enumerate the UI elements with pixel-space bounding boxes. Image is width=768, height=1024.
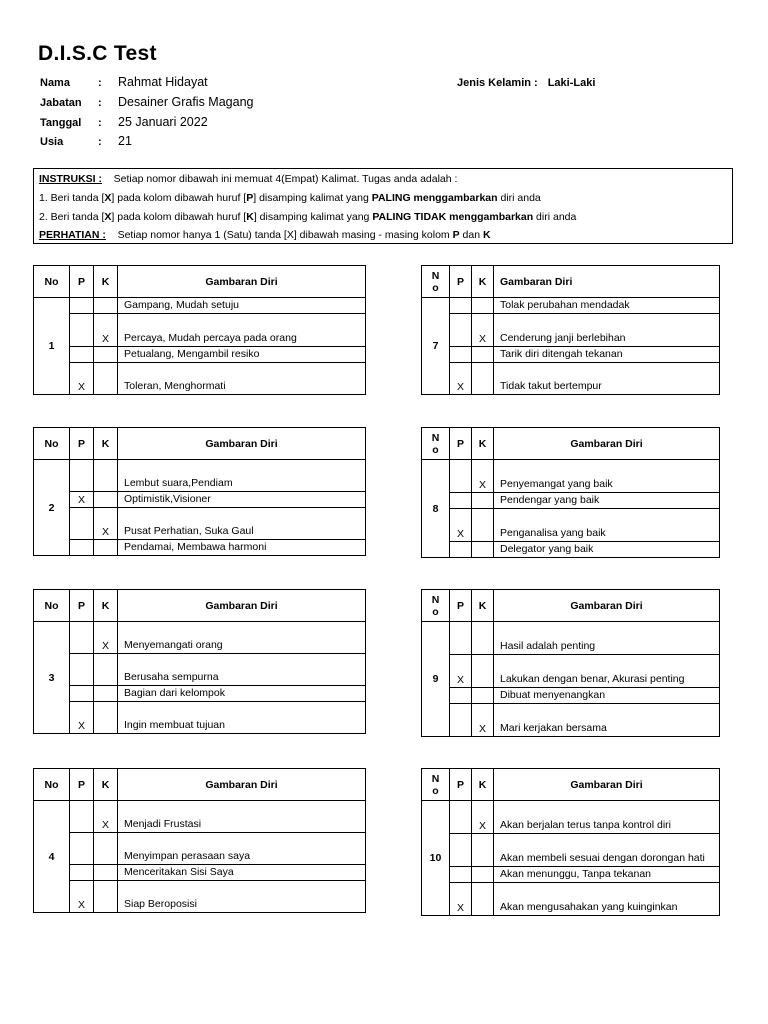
- statement-text: Tarik diri ditengah tekanan: [494, 347, 720, 363]
- table-row: [422, 314, 720, 347]
- mark-p[interactable]: [70, 298, 94, 314]
- table-row: [34, 833, 366, 865]
- header-gambaran-diri: Gambaran Diri: [494, 590, 720, 622]
- statement-text: Pendengar yang baik: [494, 493, 720, 509]
- mark-p[interactable]: X: [70, 492, 94, 508]
- mark-k[interactable]: [94, 298, 118, 314]
- statement-text: Toleran, Menghormati: [118, 363, 366, 395]
- instruction-text: ] disamping kalimat yang: [253, 192, 372, 204]
- info-row-usia: [40, 132, 132, 150]
- table-row: [34, 622, 366, 654]
- table-row: [34, 801, 366, 833]
- table-row: [34, 298, 366, 314]
- table-row: [422, 883, 720, 916]
- instruction-label: INSTRUKSI :: [39, 173, 102, 185]
- statement-text: Cenderung janji berlebihan: [494, 314, 720, 347]
- mark-p[interactable]: [70, 654, 94, 686]
- header-p: P: [70, 769, 94, 801]
- mark-k[interactable]: X: [472, 460, 494, 493]
- header-p: P: [450, 769, 472, 801]
- header-gambaran-diri: Gambaran Diri: [494, 428, 720, 460]
- statement-text: Akan menunggu, Tanpa tekanan: [494, 867, 720, 883]
- mark-k[interactable]: [94, 492, 118, 508]
- mark-p[interactable]: X: [450, 363, 472, 395]
- header-gambaran-diri: Gambaran Diri: [494, 266, 720, 298]
- table-row: [422, 688, 720, 704]
- instructions-box: [33, 168, 733, 244]
- table-row: [422, 460, 720, 493]
- header-gambaran-diri: Gambaran Diri: [118, 590, 366, 622]
- statement-text: Mari kerjakan bersama: [494, 704, 720, 737]
- mark-p[interactable]: [450, 867, 472, 883]
- table-row: [34, 540, 366, 556]
- header-no: No: [34, 266, 70, 298]
- question-number: 8: [422, 460, 450, 558]
- mark-p[interactable]: [70, 347, 94, 363]
- mark-p[interactable]: [70, 460, 94, 492]
- mark-k[interactable]: [472, 834, 494, 867]
- instruction-line-4: [39, 227, 491, 243]
- table-row: [422, 655, 720, 688]
- mark-k[interactable]: [94, 540, 118, 556]
- statement-text: Menjadi Frustasi: [118, 801, 366, 833]
- info-colon: :: [98, 136, 102, 148]
- instruction-text: 2. Beri tanda [: [39, 211, 105, 223]
- mark-k[interactable]: [472, 883, 494, 916]
- mark-k[interactable]: [472, 867, 494, 883]
- header-k: K: [94, 590, 118, 622]
- mark-p[interactable]: X: [70, 702, 94, 734]
- header-no: N o: [422, 590, 450, 622]
- statement-text: Siap Beroposisi: [118, 881, 366, 913]
- statement-text: Akan berjalan terus tanpa kontrol diri: [494, 801, 720, 834]
- header-no: No: [34, 590, 70, 622]
- disc-table-2: [33, 427, 366, 556]
- header-no: N o: [422, 266, 450, 298]
- instruction-bold: PALING TIDAK menggambarkan: [372, 211, 534, 223]
- instruction-text: ] pada kolom dibawah huruf [: [111, 211, 247, 223]
- instruction-bold: K: [482, 229, 491, 241]
- mark-k[interactable]: X: [94, 314, 118, 347]
- instruction-bold: X: [104, 192, 112, 204]
- info-label: Nama: [40, 77, 70, 89]
- mark-k[interactable]: [94, 686, 118, 702]
- mark-k[interactable]: [472, 509, 494, 542]
- header-p: P: [450, 590, 472, 622]
- mark-k[interactable]: [472, 347, 494, 363]
- table-row: [422, 347, 720, 363]
- gender-label: Jenis Kelamin :: [457, 77, 538, 89]
- statement-text: Pendamai, Membawa harmoni: [118, 540, 366, 556]
- mark-k[interactable]: [94, 881, 118, 913]
- header-p: P: [450, 266, 472, 298]
- instruction-text: 1. Beri tanda [: [39, 192, 105, 204]
- statement-text: Akan membeli sesuai dengan dorongan hati: [494, 834, 720, 867]
- question-number: 7: [422, 298, 450, 395]
- question-number: 4: [34, 801, 70, 913]
- mark-p[interactable]: [70, 686, 94, 702]
- mark-p[interactable]: X: [450, 509, 472, 542]
- statement-text: Hasil adalah penting: [494, 622, 720, 655]
- mark-p[interactable]: [450, 347, 472, 363]
- instruction-text: dan: [459, 229, 483, 241]
- mark-p[interactable]: [450, 622, 472, 655]
- mark-k[interactable]: [472, 655, 494, 688]
- mark-p[interactable]: [450, 542, 472, 558]
- gender-value: Laki-Laki: [547, 77, 596, 89]
- info-label: Jabatan: [40, 97, 82, 109]
- table-row: [34, 654, 366, 686]
- header-gambaran-diri: Gambaran Diri: [494, 769, 720, 801]
- table-row: [34, 314, 366, 347]
- mark-k[interactable]: [94, 460, 118, 492]
- instruction-bold: P: [246, 192, 254, 204]
- mark-p[interactable]: [450, 834, 472, 867]
- mark-k[interactable]: X: [472, 704, 494, 737]
- header-gambaran-diri: Gambaran Diri: [118, 266, 366, 298]
- table-row: [422, 622, 720, 655]
- instruction-text: Setiap nomor dibawah ini memuat 4(Empat) Kalimat. Tugas anda adalah :: [113, 173, 458, 185]
- mark-p[interactable]: X: [450, 655, 472, 688]
- statement-text: Pusat Perhatian, Suka Gaul: [118, 508, 366, 540]
- mark-p[interactable]: [70, 508, 94, 540]
- info-value-nama: Rahmat Hidayat: [118, 75, 208, 89]
- disc-table-10: [421, 768, 720, 916]
- mark-p[interactable]: [70, 865, 94, 881]
- instruction-bold: X: [104, 211, 112, 223]
- info-row-nama: [40, 73, 208, 91]
- statement-text: Menceritakan Sisi Saya: [118, 865, 366, 881]
- header-k: K: [94, 428, 118, 460]
- table-row: [422, 363, 720, 395]
- mark-k[interactable]: [472, 622, 494, 655]
- mark-p[interactable]: [450, 493, 472, 509]
- mark-k[interactable]: [94, 865, 118, 881]
- question-number: 1: [34, 298, 70, 395]
- mark-p[interactable]: [450, 314, 472, 347]
- mark-p[interactable]: [70, 540, 94, 556]
- header-no: No: [34, 769, 70, 801]
- mark-k[interactable]: X: [94, 622, 118, 654]
- table-row: [422, 493, 720, 509]
- mark-k[interactable]: [94, 363, 118, 395]
- statement-text: Delegator yang baik: [494, 542, 720, 558]
- question-number: 3: [34, 622, 70, 734]
- mark-p[interactable]: [450, 298, 472, 314]
- table-row: [34, 865, 366, 881]
- info-colon: :: [98, 117, 102, 129]
- mark-k[interactable]: [94, 347, 118, 363]
- info-colon: :: [98, 97, 102, 109]
- mark-k[interactable]: [472, 542, 494, 558]
- statement-text: Berusaha sempurna: [118, 654, 366, 686]
- mark-k[interactable]: [94, 702, 118, 734]
- instruction-text: ] disamping kalimat yang: [253, 211, 373, 223]
- statement-text: Penganalisa yang baik: [494, 509, 720, 542]
- table-row: [34, 881, 366, 913]
- table-row: [422, 801, 720, 834]
- header-p: P: [70, 266, 94, 298]
- table-row: [34, 702, 366, 734]
- statement-text: Penyemangat yang baik: [494, 460, 720, 493]
- header-k: K: [472, 428, 494, 460]
- gender-field: [457, 74, 595, 92]
- header-k: K: [472, 590, 494, 622]
- table-row: [34, 508, 366, 540]
- header-no-second: o: [432, 281, 439, 294]
- table-row: [34, 460, 366, 492]
- info-label: Usia: [40, 136, 64, 148]
- mark-k[interactable]: [472, 688, 494, 704]
- mark-k[interactable]: [472, 363, 494, 395]
- mark-k[interactable]: X: [472, 801, 494, 834]
- mark-p[interactable]: [70, 833, 94, 865]
- table-row: [422, 867, 720, 883]
- statement-text: Tidak takut bertempur: [494, 363, 720, 395]
- question-number: 2: [34, 460, 70, 556]
- header-k: K: [94, 769, 118, 801]
- mark-p[interactable]: [70, 801, 94, 833]
- header-p: P: [450, 428, 472, 460]
- instruction-text: Setiap nomor hanya 1 (Satu) tanda [X] dibawah masing - masing kolom: [117, 229, 453, 241]
- instruction-line-2: [39, 190, 541, 206]
- statement-text: Percaya, Mudah percaya pada orang: [118, 314, 366, 347]
- table-row: [34, 686, 366, 702]
- instruction-bold: P: [452, 229, 460, 241]
- statement-text: Menyimpan perasaan saya: [118, 833, 366, 865]
- table-row: [422, 542, 720, 558]
- question-number: 9: [422, 622, 450, 737]
- table-row: [422, 704, 720, 737]
- instruction-line-1: [39, 171, 457, 187]
- info-label: Tanggal: [40, 117, 82, 129]
- header-k: K: [472, 769, 494, 801]
- mark-p[interactable]: [450, 704, 472, 737]
- info-row-tanggal: [40, 113, 208, 131]
- info-value-jabatan: Desainer Grafis Magang: [118, 95, 254, 109]
- mark-k[interactable]: [472, 493, 494, 509]
- statement-text: Optimistik,Visioner: [118, 492, 366, 508]
- instruction-line-3: [39, 209, 576, 225]
- statement-text: Lembut suara,Pendiam: [118, 460, 366, 492]
- header-no: N o: [422, 769, 450, 801]
- mark-p[interactable]: [450, 688, 472, 704]
- header-no-second: o: [432, 443, 439, 456]
- statement-text: Tolak perubahan mendadak: [494, 298, 720, 314]
- header-gambaran-diri: Gambaran Diri: [118, 769, 366, 801]
- mark-k[interactable]: [94, 654, 118, 686]
- mark-k[interactable]: [472, 298, 494, 314]
- disc-table-8: [421, 427, 720, 558]
- mark-p[interactable]: [450, 460, 472, 493]
- statement-text: Petualang, Mengambil resiko: [118, 347, 366, 363]
- instruction-bold: K: [246, 211, 254, 223]
- disc-table-1: [33, 265, 366, 395]
- header-k: K: [94, 266, 118, 298]
- disc-table-3: [33, 589, 366, 734]
- table-row: [34, 347, 366, 363]
- header-no-second: o: [432, 605, 439, 618]
- disc-table-4: [33, 768, 366, 913]
- mark-k[interactable]: X: [94, 801, 118, 833]
- disc-table-9: [421, 589, 720, 737]
- mark-k[interactable]: X: [94, 508, 118, 540]
- info-value-usia: 21: [118, 134, 132, 148]
- header-no-second: o: [432, 784, 439, 797]
- mark-p[interactable]: X: [70, 881, 94, 913]
- header-no: N o: [422, 428, 450, 460]
- question-number: 10: [422, 801, 450, 916]
- instruction-text: diri anda: [497, 192, 541, 204]
- attention-label: PERHATIAN :: [39, 229, 106, 241]
- mark-p[interactable]: [450, 801, 472, 834]
- statement-text: Akan mengusahakan yang kuinginkan: [494, 883, 720, 916]
- table-row: [422, 298, 720, 314]
- mark-k[interactable]: X: [472, 314, 494, 347]
- info-value-tanggal: 25 Januari 2022: [118, 115, 208, 129]
- header-k: K: [472, 266, 494, 298]
- table-row: [34, 492, 366, 508]
- statement-text: Lakukan dengan benar, Akurasi penting: [494, 655, 720, 688]
- instruction-text: ] pada kolom dibawah huruf [: [111, 192, 247, 204]
- mark-p[interactable]: [70, 314, 94, 347]
- instruction-text: diri anda: [533, 211, 577, 223]
- header-gambaran-diri: Gambaran Diri: [118, 428, 366, 460]
- disc-table-7: [421, 265, 720, 395]
- header-p: P: [70, 590, 94, 622]
- mark-k[interactable]: [94, 833, 118, 865]
- statement-text: Gampang, Mudah setuju: [118, 298, 366, 314]
- statement-text: Dibuat menyenangkan: [494, 688, 720, 704]
- header-p: P: [70, 428, 94, 460]
- statement-text: Bagian dari kelompok: [118, 686, 366, 702]
- header-no: No: [34, 428, 70, 460]
- mark-p[interactable]: X: [450, 883, 472, 916]
- info-row-jabatan: [40, 93, 253, 111]
- table-row: [422, 834, 720, 867]
- page-title: D.I.S.C Test: [38, 42, 157, 65]
- statement-text: Ingin membuat tujuan: [118, 702, 366, 734]
- info-colon: :: [98, 77, 102, 89]
- statement-text: Menyemangati orang: [118, 622, 366, 654]
- mark-p[interactable]: X: [70, 363, 94, 395]
- table-row: [422, 509, 720, 542]
- mark-p[interactable]: [70, 622, 94, 654]
- table-row: [34, 363, 366, 395]
- instruction-bold: PALING menggambarkan: [371, 192, 498, 204]
